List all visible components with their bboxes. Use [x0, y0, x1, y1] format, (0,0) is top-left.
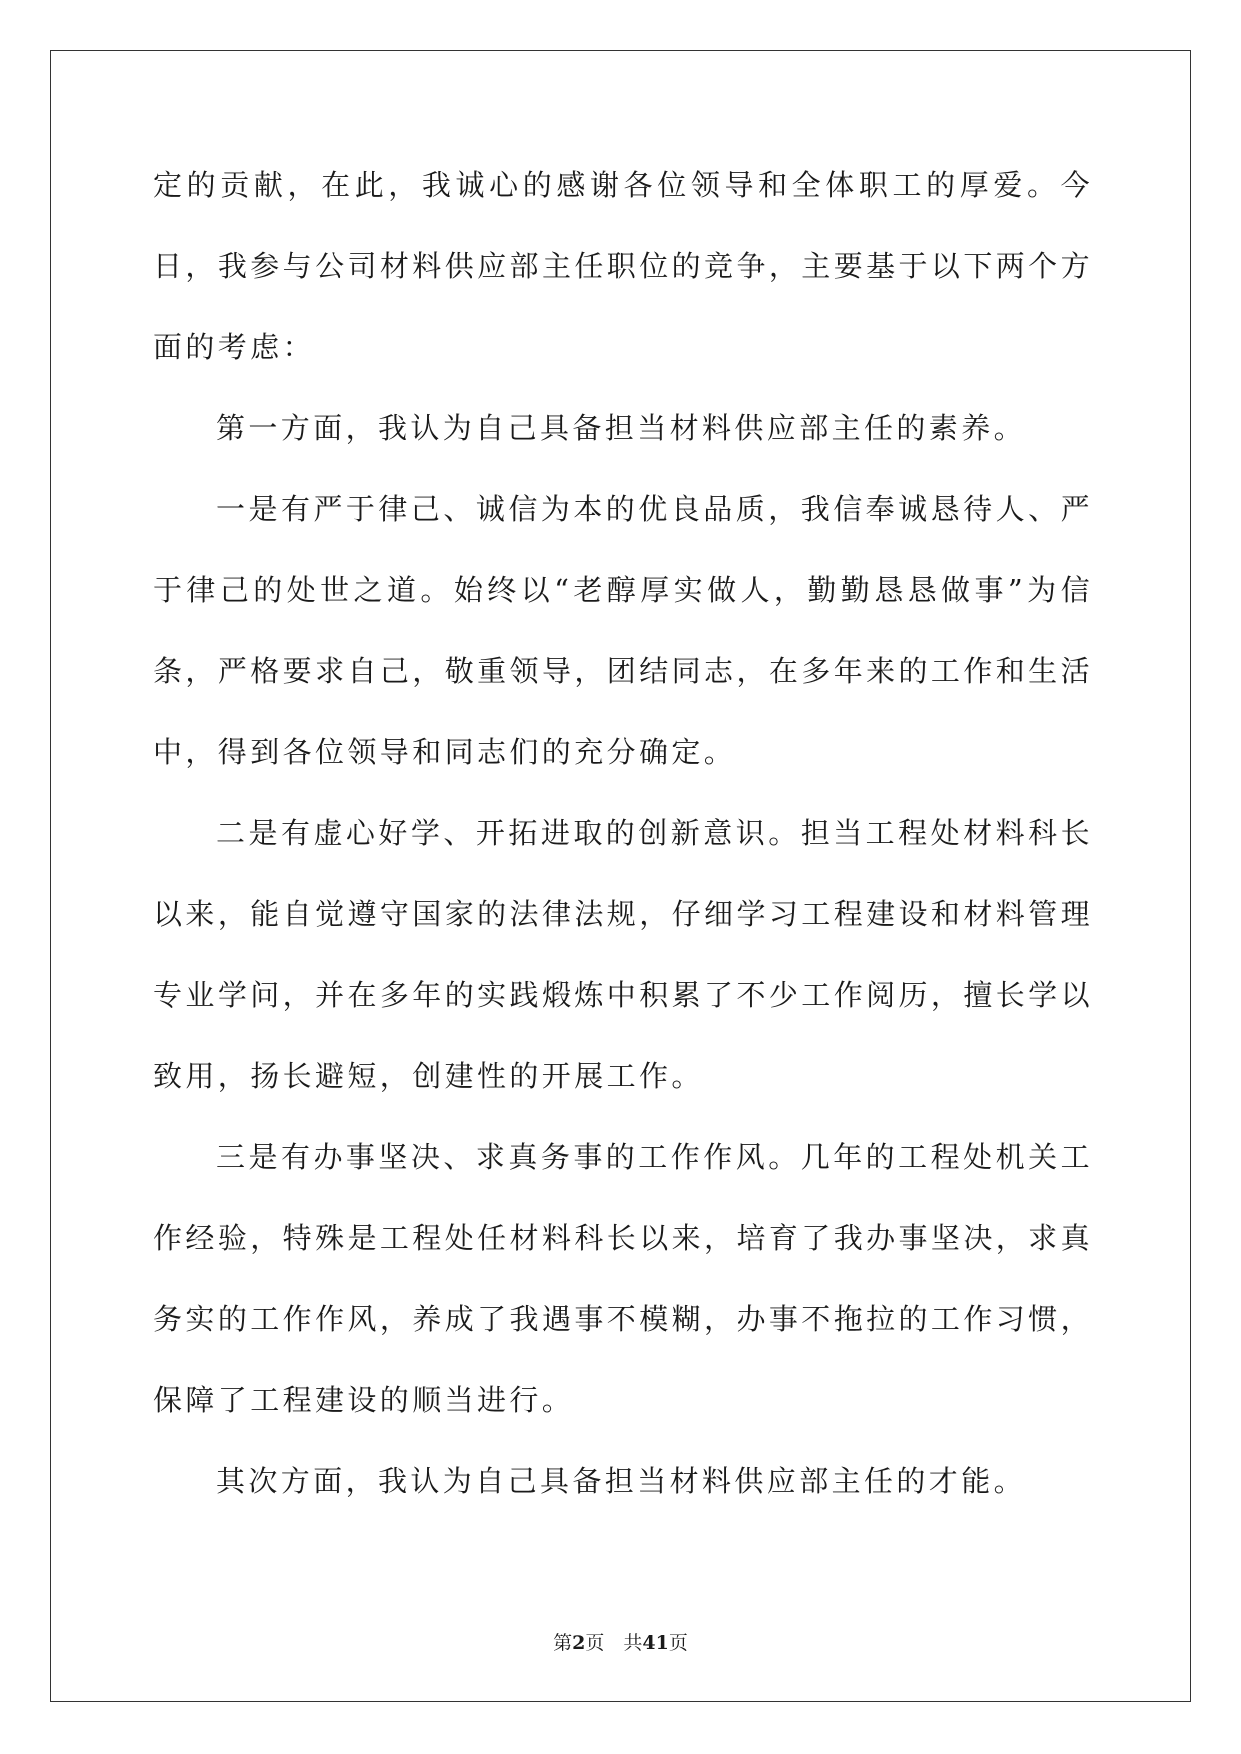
paragraph-4: 二是有虚心好学、开拓进取的创新意识。担当工程处材料科长以来，能自觉遵守国家的法律法规，仔细学习工程建设和材料管理专业学问，并在多年的实践煅炼中积累了不少工作阅历，擅长学以致用，扬长避短，创建性的开展工作。: [153, 816, 1093, 1093]
paragraph-1: 定的贡献，在此，我诚心的感谢各位领导和全体职工的厚爱。今日，我参与公司材料供应部主任职位的竞争，主要基于以下两个方面的考虑：: [153, 168, 1093, 364]
footer-suffix: 页: [668, 1632, 688, 1654]
paragraph-6: 其次方面，我认为自己具备担当材料供应部主任的才能。: [216, 1464, 1027, 1498]
page-footer: [0, 1628, 1241, 1655]
paragraph-2: 第一方面，我认为自己具备担当材料供应部主任的素养。: [216, 411, 1027, 445]
document-body: [153, 145, 1093, 1522]
total-pages-number: 41: [642, 1632, 669, 1654]
footer-middle: 页 共: [585, 1632, 643, 1654]
footer-prefix: 第: [553, 1632, 573, 1654]
paragraph-5: 三是有办事坚决、求真务事的工作作风。几年的工程处机关工作经验，特殊是工程处任材料科长以来，培育了我办事坚决，求真务实的工作作风，养成了我遇事不模糊，办事不拖拉的工作习惯，保障了工程建设的顺当进行。: [153, 1140, 1093, 1417]
current-page-number: 2: [572, 1632, 586, 1654]
paragraph-3: 一是有严于律己、诚信为本的优良品质，我信奉诚恳待人、严于律己的处世之道。始终以“老醇厚实做人，勤勤恳恳做事”为信条，严格要求自己，敬重领导，团结同志，在多年来的工作和生活中，得到各位领导和同志们的充分确定。: [153, 492, 1093, 769]
